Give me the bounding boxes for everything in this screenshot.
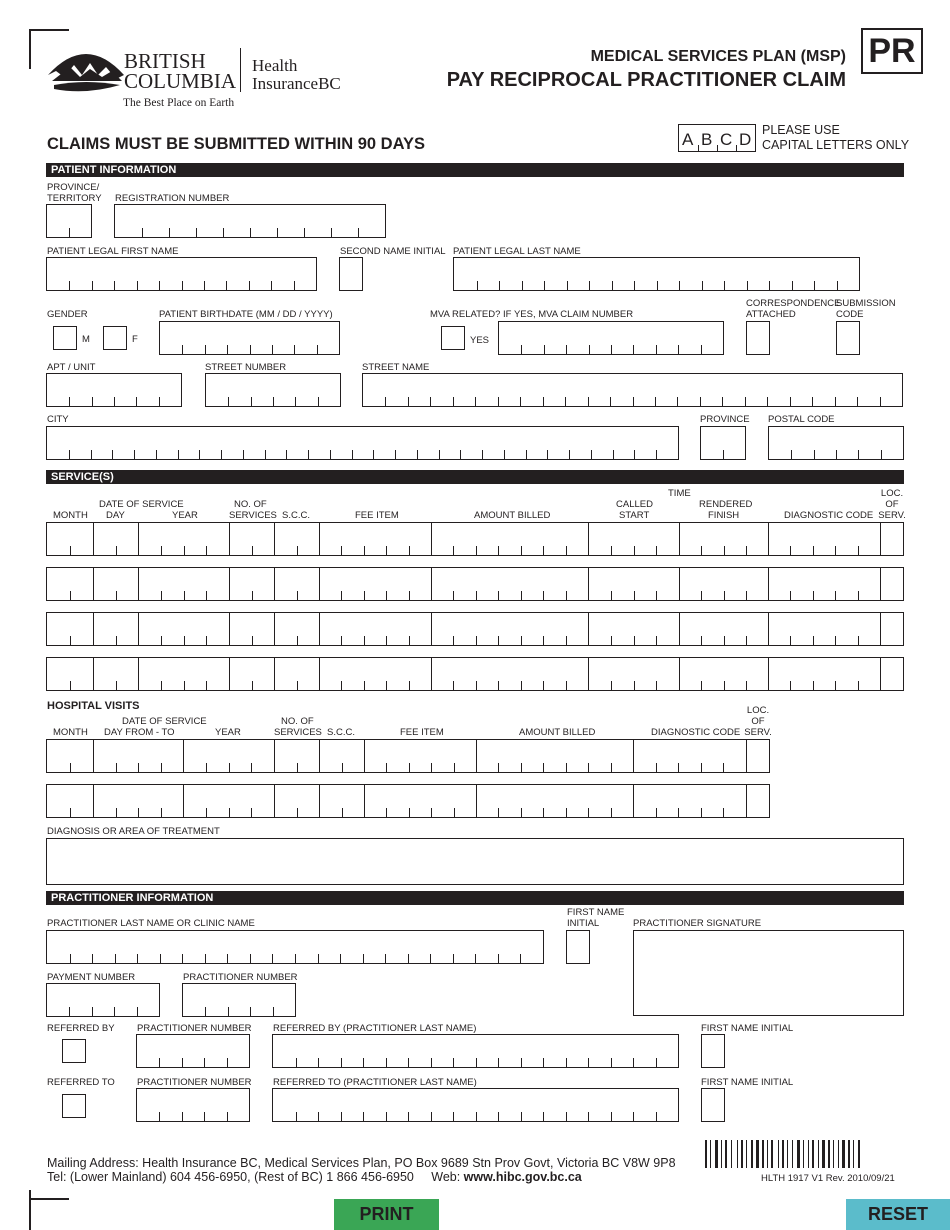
registration-number-field[interactable] <box>114 204 386 238</box>
hospital-month-label: MONTH <box>53 727 88 738</box>
hospital-fee-item-label: FEE ITEM <box>400 727 444 738</box>
practitioner-initial-field[interactable] <box>566 930 590 964</box>
rendered-label: RENDERED <box>699 499 753 510</box>
reset-button[interactable]: RESET <box>846 1199 950 1230</box>
correspondence-label: CORRESPONDENCE <box>746 298 841 309</box>
hospital-visit-row[interactable] <box>46 784 770 818</box>
hospital-date-label: DATE OF SERVICE <box>122 716 207 727</box>
city-field[interactable] <box>46 426 679 460</box>
form-code: PR <box>868 32 916 70</box>
loc-of-serv-label: OF <box>885 499 899 510</box>
form-code-box <box>861 28 923 74</box>
org-insurancebc: InsuranceBC <box>252 74 341 93</box>
province-territory-label: PROVINCE/ <box>47 182 100 193</box>
hospital-amount-label: AMOUNT BILLED <box>519 727 596 738</box>
mva-yes-checkbox[interactable] <box>441 326 465 350</box>
hospital-loc-label: SERV. <box>744 727 772 738</box>
month-label: MONTH <box>53 510 88 521</box>
submission-code-field[interactable] <box>836 321 860 355</box>
registration-number-label: REGISTRATION NUMBER <box>115 193 230 204</box>
gender-m-checkbox[interactable] <box>53 326 77 350</box>
org-health: Health <box>252 56 298 75</box>
last-name-label: PATIENT LEGAL LAST NAME <box>453 246 581 257</box>
no-of-services-label: NO. OF <box>234 499 267 510</box>
logo-tagline: The Best Place on Earth <box>123 97 235 109</box>
service-row[interactable] <box>46 657 904 691</box>
sample-letter: C <box>720 130 733 149</box>
capitals-sample <box>678 124 756 152</box>
hospital-no-of-label: NO. OF <box>281 716 314 727</box>
referred-to-name-field[interactable] <box>272 1088 679 1122</box>
referred-by-name-label: REFERRED BY (PRACTITIONER LAST NAME) <box>273 1023 477 1034</box>
hospital-scc-label: S.C.C. <box>327 727 355 738</box>
referred-to-number-label: PRACTITIONER NUMBER <box>137 1077 252 1088</box>
mva-yes-label: YES <box>470 335 490 346</box>
hospital-services-label: SERVICES <box>274 727 322 738</box>
diagnosis-area-label: DIAGNOSIS OR AREA OF TREATMENT <box>47 826 220 837</box>
referred-by-initial-label: FIRST NAME INITIAL <box>701 1023 794 1034</box>
hospital-visit-row[interactable] <box>46 739 770 773</box>
hospital-diagnostic-label: DIAGNOSTIC CODE <box>651 727 741 738</box>
correspondence-attached-field[interactable] <box>746 321 770 355</box>
practitioner-last-name-field[interactable] <box>46 930 544 964</box>
hospital-loc-label: OF <box>751 716 765 727</box>
year-label: YEAR <box>172 510 198 521</box>
referred-to-initial-field[interactable] <box>701 1088 725 1122</box>
practitioner-last-name-label: PRACTITIONER LAST NAME OR CLINIC NAME <box>47 918 255 929</box>
services-label: SERVICES <box>229 510 277 521</box>
logo-columbia: COLUMBIA <box>124 69 237 93</box>
time-label: TIME <box>668 488 691 499</box>
province-label: PROVINCE <box>700 414 750 425</box>
finish-label: FINISH <box>708 510 740 521</box>
date-of-service-label: DATE OF SERVICE <box>99 499 184 510</box>
fee-item-label: FEE ITEM <box>355 510 399 521</box>
referred-to-checkbox[interactable] <box>62 1094 86 1118</box>
sample-letter: A <box>682 130 694 149</box>
crop-mark <box>29 29 69 31</box>
mailing-address: Mailing Address: Health Insurance BC, Medical Services Plan, PO Box 9689 Stn Prov Govt, Victoria BC V8W 9P8 <box>47 1156 676 1170</box>
contact-line <box>47 1170 582 1185</box>
referred-to-label: REFERRED TO <box>47 1077 115 1088</box>
section-services: SERVICE(S) <box>46 470 904 484</box>
referred-by-number-field[interactable] <box>136 1034 250 1068</box>
crop-mark <box>29 29 31 69</box>
section-practitioner-information: PRACTITIONER INFORMATION <box>46 891 904 905</box>
apt-unit-label: APT / UNIT <box>47 362 96 373</box>
referred-to-name-label: REFERRED TO (PRACTITIONER LAST NAME) <box>273 1077 477 1088</box>
street-number-label: STREET NUMBER <box>205 362 287 373</box>
referred-by-label: REFERRED BY <box>47 1023 115 1034</box>
msp-title: MEDICAL SERVICES PLAN (MSP) <box>590 48 846 65</box>
referred-to-number-field[interactable] <box>136 1088 250 1122</box>
scc-label: S.C.C. <box>282 510 310 521</box>
submission-code-label: SUBMISSION <box>836 298 896 309</box>
first-name-initial-label: FIRST NAME <box>567 907 625 918</box>
province-territory-label: TERRITORY <box>47 193 102 204</box>
correspondence-label: ATTACHED <box>746 309 796 320</box>
practitioner-number-field[interactable] <box>182 983 296 1017</box>
service-row[interactable] <box>46 567 904 601</box>
gender-f-label: F <box>132 334 138 345</box>
capitals-note-1: PLEASE USE <box>762 123 840 137</box>
first-name-initial-label: INITIAL <box>567 918 600 929</box>
hospital-day-label: DAY FROM - TO <box>104 727 175 738</box>
signature-field[interactable] <box>633 930 904 1016</box>
referred-by-initial-field[interactable] <box>701 1034 725 1068</box>
form-id: HLTH 1917 V1 Rev. 2010/09/21 <box>761 1173 895 1184</box>
gender-label: GENDER <box>47 309 88 320</box>
page-title: PAY RECIPROCAL PRACTITIONER CLAIM <box>446 69 846 91</box>
sun-mountains-icon <box>46 45 126 97</box>
loc-of-serv-label: SERV. <box>878 510 906 521</box>
print-button[interactable]: PRINT <box>334 1199 439 1230</box>
logo-british: BRITISH <box>124 49 206 73</box>
referred-by-checkbox[interactable] <box>62 1039 86 1063</box>
crop-mark <box>29 1198 69 1200</box>
website-link[interactable]: www.hibc.gov.bc.ca <box>463 1170 582 1184</box>
street-name-label: STREET NAME <box>362 362 430 373</box>
city-label: CITY <box>47 414 69 425</box>
practitioner-number-label: PRACTITIONER NUMBER <box>183 972 298 983</box>
sample-letter: D <box>739 130 752 149</box>
first-name-label: PATIENT LEGAL FIRST NAME <box>47 246 179 257</box>
capitals-note-2: CAPITAL LETTERS ONLY <box>762 138 910 152</box>
section-patient-information: PATIENT INFORMATION <box>46 163 904 177</box>
payment-number-label: PAYMENT NUMBER <box>47 972 136 983</box>
first-name-field[interactable] <box>46 257 317 291</box>
birthdate-label: PATIENT BIRTHDATE (MM / DD / YYYY) <box>159 309 333 320</box>
last-name-field[interactable] <box>453 257 860 291</box>
service-row[interactable] <box>46 522 904 556</box>
crop-mark <box>29 1190 31 1230</box>
bc-logo <box>46 45 126 97</box>
postal-code-field[interactable] <box>768 426 904 460</box>
service-row[interactable] <box>46 612 904 646</box>
hospital-loc-label: LOC. <box>746 705 770 716</box>
day-label: DAY <box>106 510 125 521</box>
province-field[interactable] <box>700 426 746 460</box>
amount-billed-label: AMOUNT BILLED <box>474 510 551 521</box>
apt-unit-field[interactable] <box>46 373 182 407</box>
logo-divider <box>240 48 241 92</box>
hospital-visits-title: HOSPITAL VISITS <box>47 700 140 712</box>
sample-letter: B <box>701 130 713 149</box>
postal-code-label: POSTAL CODE <box>768 414 835 425</box>
diagnostic-code-label: DIAGNOSTIC CODE <box>784 510 874 521</box>
mva-claim-number-field[interactable] <box>498 321 724 355</box>
called-label: CALLED <box>616 499 653 510</box>
gender-f-checkbox[interactable] <box>103 326 127 350</box>
signature-label: PRACTITIONER SIGNATURE <box>633 918 762 929</box>
birthdate-field[interactable] <box>159 321 340 355</box>
second-initial-label: SECOND NAME INITIAL <box>340 246 446 257</box>
referred-to-initial-label: FIRST NAME INITIAL <box>701 1077 794 1088</box>
referred-by-name-field[interactable] <box>272 1034 679 1068</box>
street-number-field[interactable] <box>205 373 341 407</box>
mva-label: MVA RELATED? IF YES, MVA CLAIM NUMBER <box>430 309 634 320</box>
barcode <box>705 1140 903 1168</box>
loc-of-serv-label: LOC. <box>880 488 904 499</box>
street-name-field[interactable] <box>362 373 903 407</box>
referred-by-number-label: PRACTITIONER NUMBER <box>137 1023 252 1034</box>
hospital-year-label: YEAR <box>215 727 241 738</box>
start-label: START <box>619 510 650 521</box>
deadline-notice: CLAIMS MUST BE SUBMITTED WITHIN 90 DAYS <box>47 135 425 153</box>
submission-code-label: CODE <box>836 309 864 320</box>
payment-number-field[interactable] <box>46 983 160 1017</box>
gender-m-label: M <box>82 334 90 345</box>
province-territory-field[interactable] <box>46 204 92 238</box>
telephone-text: Tel: (Lower Mainland) 604 456-6950, (Rest of BC) 1 866 456-6950 Web: <box>47 1170 464 1184</box>
second-initial-field[interactable] <box>339 257 363 291</box>
diagnosis-area-field[interactable] <box>46 838 904 885</box>
